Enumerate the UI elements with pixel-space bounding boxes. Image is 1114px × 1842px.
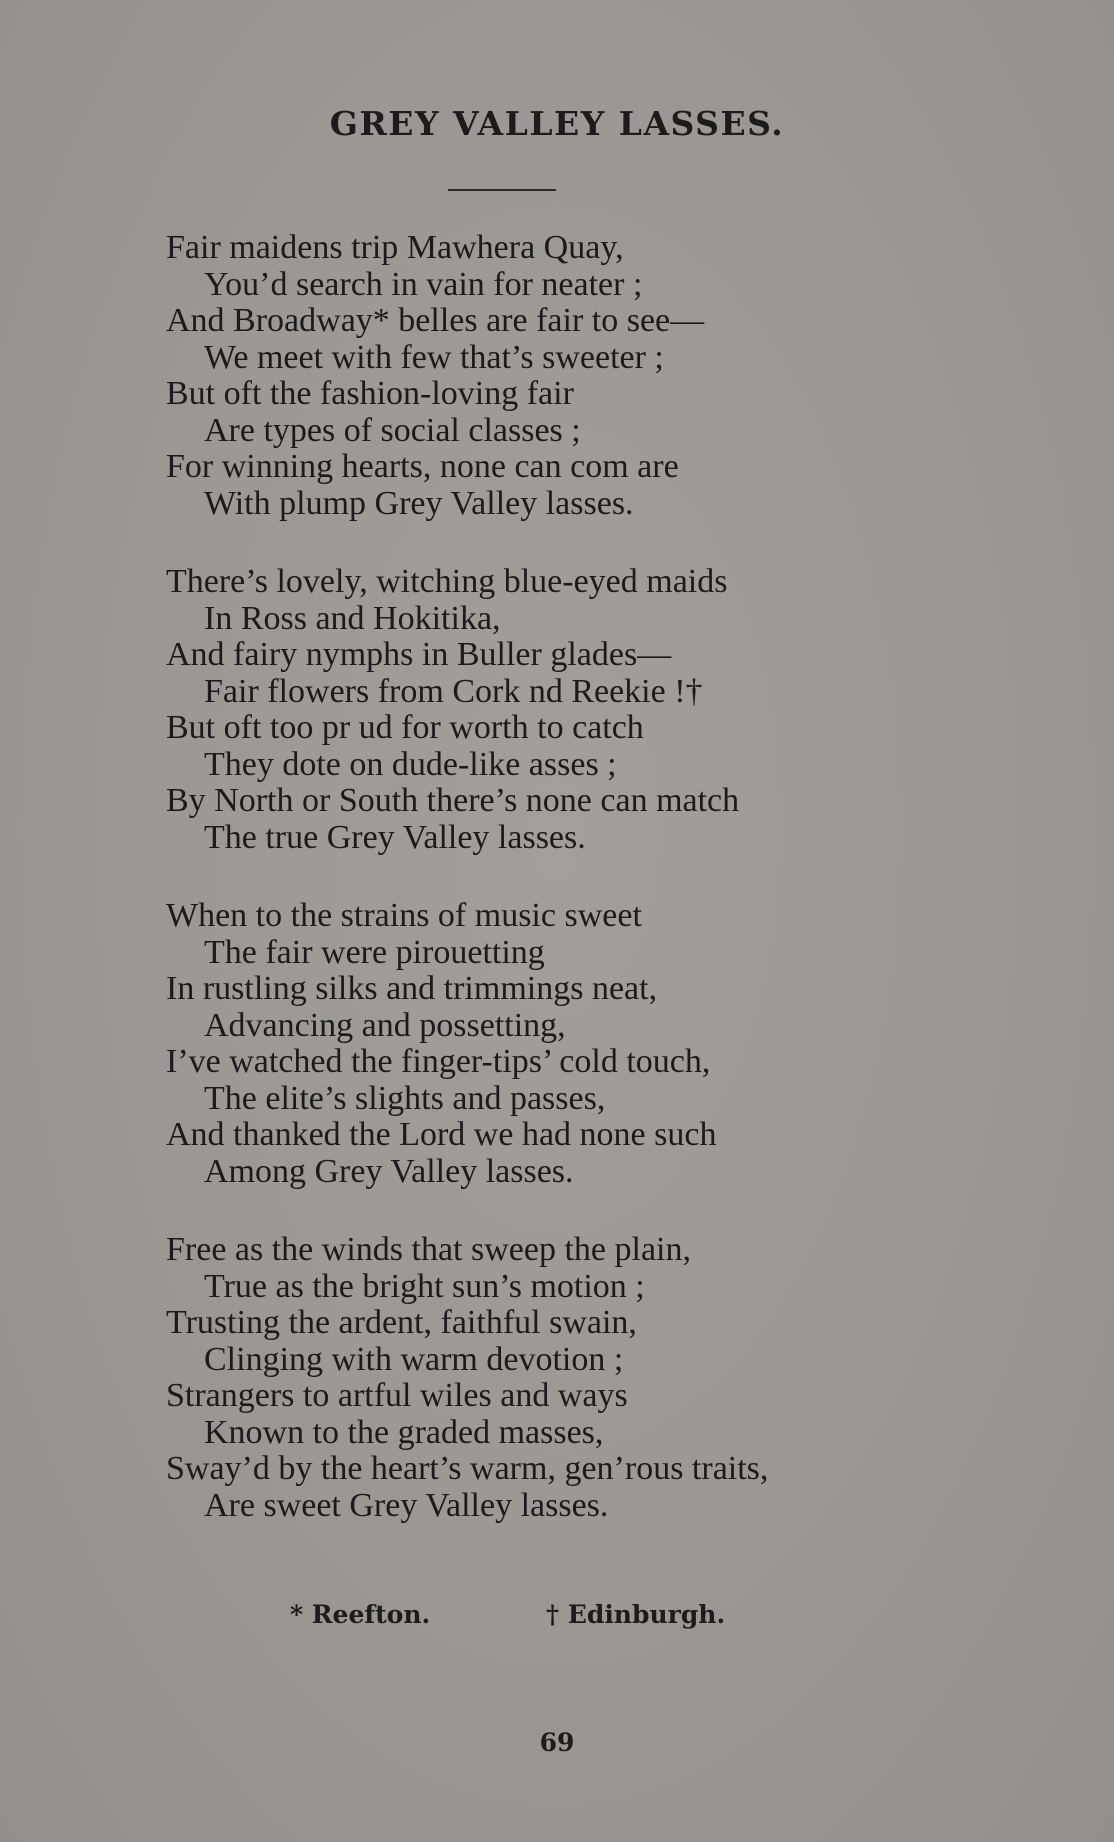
footnote-edinburgh: † Edinburgh. (546, 1600, 726, 1629)
stanza-1 (166, 230, 1026, 522)
footnote-reefton: * Reefton. (290, 1600, 431, 1629)
poem-line: Are types of social classes ; (204, 411, 581, 449)
poem-line: They dote on dude-like asses ; (204, 745, 617, 783)
poem-line: The elite’s slights and passes, (204, 1079, 606, 1117)
title-rule (448, 189, 556, 191)
poem-line: The fair were pirouetting (204, 933, 545, 971)
poem-line: Advancing and possetting, (204, 1006, 566, 1044)
poem-line: Trusting the ardent, faithful swain, (166, 1304, 637, 1341)
poem-line: Free as the winds that sweep the plain, (166, 1231, 691, 1268)
poem-title: GREY VALLEY LASSES. (329, 104, 785, 143)
poem-line: With plump Grey Valley lasses. (204, 484, 634, 522)
poem-line: Known to the graded masses, (204, 1413, 604, 1451)
poem-line: By North or South there’s none can match (166, 782, 740, 819)
poem-line: The true Grey Valley lasses. (204, 818, 586, 856)
poem-line: Among Grey Valley lasses. (204, 1152, 574, 1190)
stanza-4 (166, 1232, 1026, 1524)
poem-line: In Ross and Hokitika, (204, 599, 501, 637)
poem-line: I’ve watched the finger-tips’ cold touch, (166, 1043, 711, 1080)
poem-line: And Broadway* belles are fair to see— (166, 302, 705, 339)
poem-line: Fair flowers from Cork nd Reekie !† (204, 672, 703, 710)
poem-line: Sway’d by the heart’s warm, gen’rous traits, (166, 1450, 769, 1487)
poem-line: Strangers to artful wiles and ways (166, 1377, 628, 1414)
poem-line: Are sweet Grey Valley lasses. (204, 1486, 609, 1524)
poem-line: True as the bright sun’s motion ; (204, 1267, 645, 1305)
poem-line: Fair maidens trip Mawhera Quay, (166, 229, 624, 266)
poem-line: And fairy nymphs in Buller glades— (166, 636, 672, 673)
poem-line: We meet with few that’s sweeter ; (204, 338, 664, 376)
poem-body (166, 230, 1026, 1566)
poem-line: But oft too pr ud for worth to catch (166, 709, 644, 746)
poem-line: You’d search in vain for neater ; (204, 265, 643, 303)
poem-line: Clinging with warm devotion ; (204, 1340, 624, 1378)
poem-line: For winning hearts, none can com are (166, 448, 679, 485)
stanza-2 (166, 564, 1026, 856)
stanza-3 (166, 898, 1026, 1190)
poem-line: When to the strains of music sweet (166, 897, 642, 934)
page-number: 69 (539, 1728, 575, 1757)
poem-line: And thanked the Lord we had none such (166, 1116, 717, 1153)
poem-line: There’s lovely, witching blue-eyed maids (166, 563, 728, 600)
poem-line: In rustling silks and trimmings neat, (166, 970, 658, 1007)
poem-line: But oft the fashion-loving fair (166, 375, 574, 412)
